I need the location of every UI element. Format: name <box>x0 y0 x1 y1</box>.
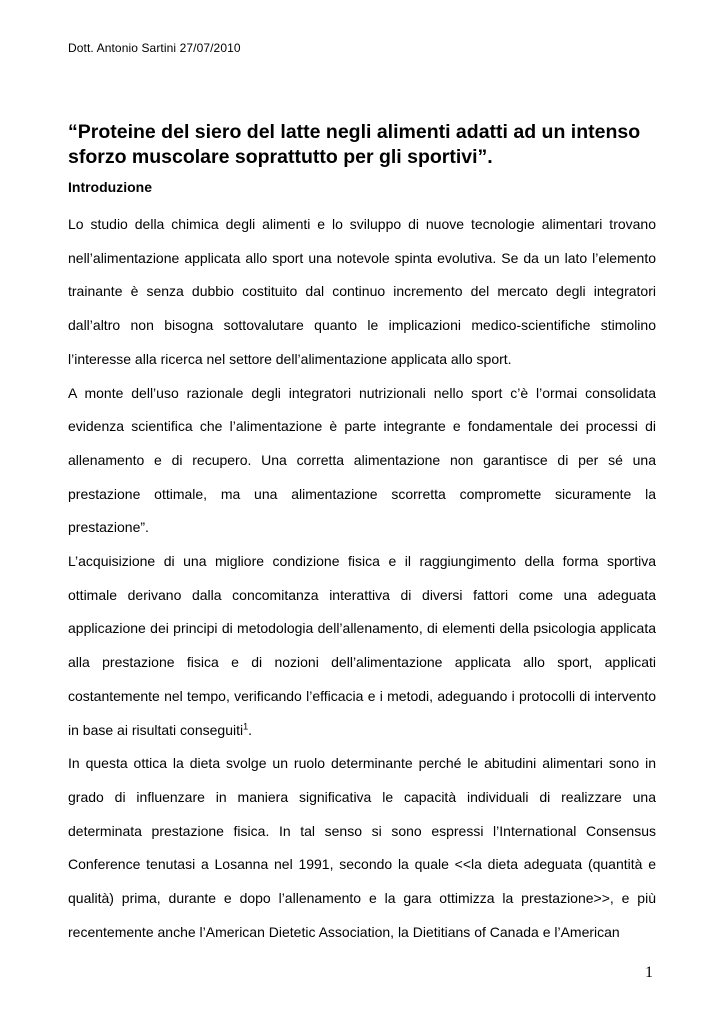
page-number: 1 <box>645 964 653 981</box>
paragraph-text: L’acquisizione di una migliore condizione fisica e il raggiungimento della forma sportiva ottimale derivano dalla concomitanza interattiva di diversi fattori come una adeguata applicazione dei principi di metodologia dell’allenamento, di elementi della psicologia applicata alla prestazione fisica e di nozioni dell’alimentazione applicata allo sport, applicati costantemente nel tempo, verificando l’efficacia e i metodi, adeguando i protocolli di intervento in base ai risultati conseguiti <box>68 553 656 738</box>
document-title: “Proteine del siero del latte negli alimenti adatti ad un intenso sforzo muscolare soprattutto per gli sportivi”. <box>68 121 641 168</box>
paragraph: Lo studio della chimica degli alimenti e lo sviluppo di nuove tecnologie alimentari trovano nell’alimentazione applicata allo sport una notevole spinta evolutiva. Se da un lato l’elemento trainante è senza dubbio costituito dal continuo incremento del mercato degli integratori dall’altro non bisogna sottovalutare quanto le implicazioni medico-scientifiche stimolino l’interesse alla ricerca nel settore dell’alimentazione applicata allo sport. <box>68 216 656 367</box>
paragraph <box>68 545 656 747</box>
body-text <box>68 208 656 949</box>
section-heading: Introduzione <box>68 179 152 195</box>
paragraph: A monte dell’uso razionale degli integratori nutrizionali nello sport c’è l’ormai consolidata evidenza scientifica che l’alimentazione è parte integrante e fondamentale dei processi di allenamento e di recupero. Una corretta alimentazione non garantisce di per sé una prestazione ottimale, ma una alimentazione scorretta compromette sicuramente la prestazione”. <box>68 384 656 536</box>
footnote-marker[interactable]: 1 <box>243 720 249 731</box>
page-header: Dott. Antonio Sartini 27/07/2010 <box>68 41 241 55</box>
paragraph-end: . <box>248 721 253 738</box>
paragraph: In questa ottica la dieta svolge un ruolo determinante perché le abitudini alimentari sono in grado di influenzare in maniera significativa le capacità individuali di realizzare una determinata prestazione fisica. In tal senso si sono espressi l’International Consensus Conference tenutasi a Losanna nel 1991, secondo la quale <<la dieta adeguata (quantità e qualità) prima, durante e dopo l’allenamento e la gara ottimizza la prestazione>>, e più recentemente anche l’American Dietetic Association, la Dietitians of Canada e l’American <box>68 755 656 940</box>
